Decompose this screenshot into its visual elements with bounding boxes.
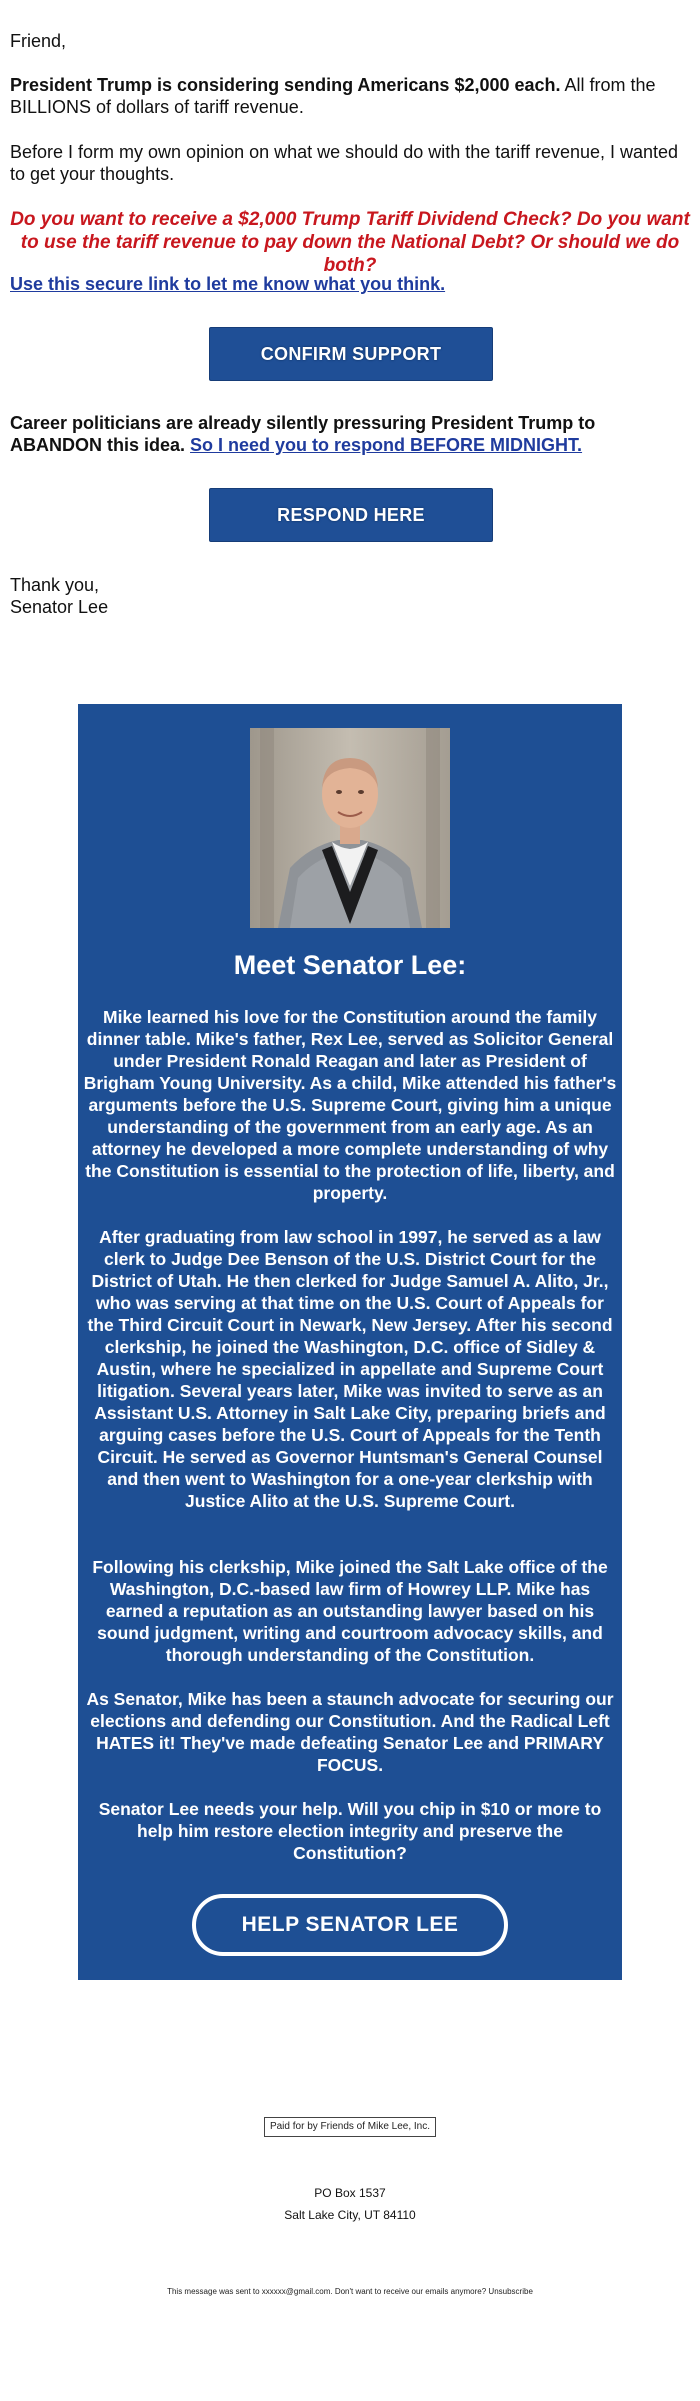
footer-notice <box>0 2287 700 2296</box>
senator-portrait-illustration <box>250 728 450 928</box>
signoff-name: Senator Lee <box>10 597 109 617</box>
pressure-paragraph <box>10 412 690 456</box>
respond-midnight-link[interactable]: So I need you to respond BEFORE MIDNIGHT. <box>190 435 583 455</box>
footer-sent-to: This message was sent to xxxxxx@gmail.com. Don't want to receive our emails anymore? <box>167 2287 489 2296</box>
help-senator-lee-button[interactable]: HELP SENATOR LEE <box>192 1894 508 1956</box>
bio-paragraph-2: After graduating from law school in 1997, he served as a law clerk to Judge Dee Benson of the U.S. District Court for the District of Utah. He then clerked for Judge Samuel A. Alito, Jr., who was serving at that time on the U.S. Court of Appeals for the Third Circuit Court in Newark, New Jersey. After his second clerkship, he joined the Washington, D.C. office of Sidley & Austin, where he specialized in appellate and Supreme Court litigation. Several years later, Mike was invited to serve as an Assistant U.S. Attorney in Salt Lake City, preparing briefs and arguing cases before the U.S. Court of Appeals for the Tenth Circuit. He served as Governor Huntsman's General Counsel and then went to Washington for a one-year clerkship with Justice Alito at the U.S. Supreme Court. <box>87 1227 613 1511</box>
bio-paragraph-4: As Senator, Mike has been a staunch advocate for securing our elections and defending our Constitution. And the Radical Left HATES it! They've made defeating Senator Lee and PRIMARY FOCUS. <box>86 1689 614 1775</box>
unsubscribe-link[interactable]: Unsubscribe <box>488 2287 533 2296</box>
signoff-thanks: Thank you, <box>10 575 100 595</box>
bio-panel <box>78 704 622 1980</box>
respond-here-button[interactable]: RESPOND HERE <box>209 488 493 542</box>
intro-bold-text: President Trump is considering sending Americans $2,000 each. <box>10 75 561 95</box>
address-line-1: PO Box 1537 <box>314 2186 386 2200</box>
secure-link[interactable]: Use this secure link to let me know what you think. <box>10 274 446 294</box>
address-line-2: Salt Lake City, UT 84110 <box>284 2208 416 2222</box>
bio-paragraph-5: Senator Lee needs your help. Will you chip in $10 or more to help him restore election integrity and preserve the Constitution? <box>98 1799 602 1863</box>
opinion-paragraph: Before I form my own opinion on what we should do with the tariff revenue, I wanted to get your thoughts. <box>10 142 679 184</box>
bio-title: Meet Senator Lee: <box>233 950 467 980</box>
intro-paragraph <box>10 74 690 118</box>
confirm-support-button[interactable]: CONFIRM SUPPORT <box>209 327 493 381</box>
bio-paragraph-3: Following his clerkship, Mike joined the Salt Lake office of the Washington, D.C.-based law firm of Howrey LLP. Mike has earned a reputation as an outstanding lawyer based on his sound judgment, writing and courtroom advocacy skills, and thorough understanding of the Constitution. <box>92 1557 608 1665</box>
senator-photo <box>250 728 450 928</box>
secure-link-paragraph <box>10 273 690 295</box>
greeting: Friend, <box>10 31 67 51</box>
intro-rest-text: All from the BILLIONS of dollars of tariff revenue. <box>10 75 656 117</box>
dividend-question: Do you want to receive a $2,000 Trump Tariff Dividend Check? Do you want to use the tariff revenue to pay down the National Debt? Or should we do both? <box>10 209 690 276</box>
bio-paragraph-1: Mike learned his love for the Constitution around the family dinner table. Mike's father, Rex Lee, served as Solicitor General under President Ronald Reagan and later as President of Brigham Young University. As a child, Mike attended his father's arguments before the U.S. Supreme Court, giving him a unique understanding of the government from an early age. As an attorney he developed a more complete understanding of why the Constitution is essential to the protection of life, liberty, and property. <box>83 1007 617 1203</box>
pressure-bold-text: Career politicians are already silently pressuring President Trump to ABANDON this idea. <box>10 413 596 455</box>
paid-for-notice: Paid for by Friends of Mike Lee, Inc. <box>264 2117 436 2137</box>
